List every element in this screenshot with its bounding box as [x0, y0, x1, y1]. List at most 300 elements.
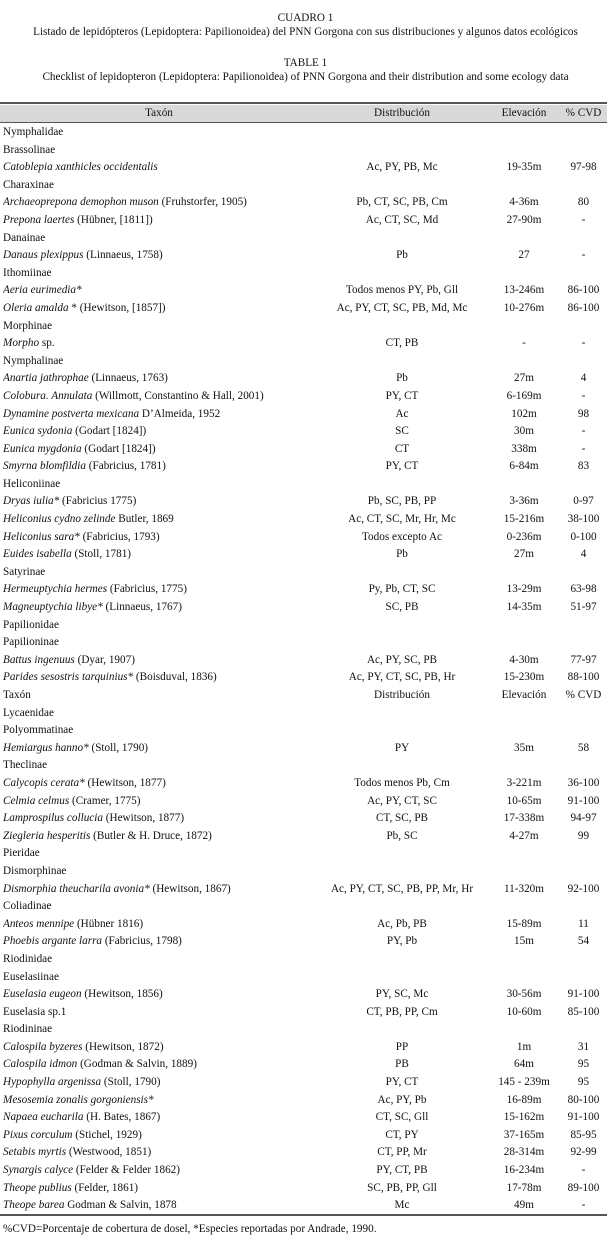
header-taxon: Taxón: [145, 107, 173, 119]
taxon-cell: [3, 318, 318, 336]
taxon-name: Archaeoprepona demophon muson: [3, 196, 159, 209]
table-bottom-rule: [0, 1214, 607, 1216]
taxon-name: Theope publius: [3, 1181, 72, 1194]
taxon-cell: [3, 335, 318, 353]
table-row: [0, 353, 607, 371]
distribution-cell: Pb: [396, 548, 408, 561]
taxon-author: (Cramer, 1775): [69, 794, 141, 807]
table-row: [0, 159, 607, 177]
distribution-cell: CT, PB: [385, 337, 419, 350]
taxon-author: (Butler & H. Druce, 1872): [90, 829, 212, 842]
table-row: [0, 916, 607, 934]
elevation-cell: 10-65m: [506, 794, 542, 807]
cvd-cell: % CVD: [565, 689, 602, 701]
distribution-cell: PY, CT: [385, 1076, 419, 1089]
taxon-name: Satyrinae: [3, 565, 46, 578]
elevation-cell: 30m: [514, 425, 534, 438]
distribution-cell: Todos menos Pb, Cm: [354, 776, 450, 789]
elevation-cell: 6-169m: [506, 389, 542, 402]
elevation-cell: 37-165m: [503, 1128, 545, 1141]
taxon-cell: [3, 212, 318, 230]
taxon-author: (Hewitson, 1877): [102, 812, 185, 825]
taxon-author: (Fabricius, 1793): [79, 530, 160, 543]
taxon-cell: [3, 969, 318, 987]
elevation-cell: 49m: [514, 1199, 534, 1212]
caption-en-label: TABLE 1: [283, 57, 328, 69]
distribution-cell: CT, PP, Mr: [377, 1146, 427, 1159]
taxon-name: Dismorphia theucharila avonia*: [3, 882, 150, 895]
table-row: [0, 511, 607, 529]
table-row: [0, 898, 607, 916]
elevation-cell: 16-89m: [506, 1093, 542, 1106]
distribution-cell: Ac, Pb, PB: [377, 917, 427, 930]
header-cvd: % CVD: [565, 107, 602, 119]
distribution-cell: CT: [394, 442, 410, 455]
taxon-author: Butler, 1869: [115, 513, 174, 526]
taxon-cell: [3, 845, 318, 863]
taxon-name: Danainae: [3, 231, 46, 244]
taxon-cell: [3, 757, 318, 775]
distribution-cell: SC, PB, PP, Gll: [367, 1181, 437, 1194]
cvd-cell: 97-98: [570, 161, 597, 174]
taxon-cell: [3, 1127, 318, 1145]
taxon-cell: [3, 1162, 318, 1180]
taxon-author: (Godart [1824]): [81, 442, 156, 455]
taxon-name: Mesosemia zonalis gorgoniensis*: [3, 1093, 154, 1106]
table-row: [0, 722, 607, 740]
elevation-cell: 4-36m: [509, 196, 539, 209]
table-row: [0, 1056, 607, 1074]
table-row: [0, 1092, 607, 1110]
table-row: [0, 458, 607, 476]
table-row: [0, 933, 607, 951]
distribution-cell: Distribución: [374, 689, 430, 701]
cvd-cell: 86-100: [567, 284, 600, 297]
taxon-cell: [3, 230, 318, 248]
taxon-author: sp.: [39, 337, 55, 350]
taxon-name: Smyrna blomfildia: [3, 460, 86, 473]
taxon-author: * (Hewitson, [1857]): [68, 301, 166, 314]
taxon-name: Papilioninae: [3, 636, 59, 649]
elevation-cell: 3-36m: [509, 495, 539, 508]
cvd-cell: -: [581, 442, 586, 455]
taxon-author: (Hewitson, 1872): [82, 1040, 164, 1053]
taxon-name: Aeria eurimedia*: [3, 284, 82, 297]
distribution-cell: PY, CT, PB: [376, 1164, 428, 1177]
cvd-cell: -: [581, 337, 586, 350]
elevation-cell: 19-35m: [506, 161, 542, 174]
taxon-author: (Stoll, 1790): [101, 1076, 161, 1089]
elevation-cell: 16-234m: [503, 1164, 545, 1177]
table-row: [0, 564, 607, 582]
distribution-cell: Ac, PY, CT, SC, PB, PP, Mr, Hr: [330, 882, 474, 895]
table-row: [0, 529, 607, 547]
elevation-cell: 11-320m: [504, 882, 544, 895]
taxon-cell: [3, 581, 318, 599]
taxon-name: Papilionidae: [3, 618, 59, 631]
taxon-cell: [3, 687, 318, 705]
elevation-cell: 1m: [516, 1040, 532, 1053]
table-top-rule: [0, 102, 607, 104]
cvd-cell: 63-98: [570, 583, 597, 596]
table-row: [0, 828, 607, 846]
taxon-author: (Stoll, 1781): [71, 548, 132, 561]
elevation-cell: 15m: [514, 935, 534, 948]
taxon-cell: [3, 406, 318, 424]
distribution-cell: Pb, SC, PB, PP: [367, 495, 437, 508]
elevation-cell: 17-338m: [503, 812, 545, 825]
taxon-name: Hermeuptychia hermes: [3, 583, 108, 596]
taxon-cell: [3, 669, 318, 687]
cvd-cell: 80-100: [567, 1093, 600, 1106]
elevation-cell: 3-221m: [506, 776, 542, 789]
taxon-cell: [3, 617, 318, 635]
taxon-author: (Hübner 1816): [74, 917, 144, 930]
taxon-name: Anartia jathrophae: [3, 372, 89, 385]
elevation-cell: 15-216m: [503, 513, 545, 526]
taxon-cell: [3, 986, 318, 1004]
taxon-name: Magneuptychia libye*: [3, 601, 103, 614]
taxon-author: (Stoll, 1790): [88, 741, 149, 754]
taxon-cell: [3, 546, 318, 564]
elevation-cell: 64m: [514, 1058, 534, 1071]
taxon-author: (Dyar, 1907): [74, 653, 135, 666]
distribution-cell: CT, SC, PB: [375, 812, 429, 825]
cvd-cell: 77-97: [570, 653, 597, 666]
taxon-name: Calospila idmon: [3, 1058, 78, 1071]
taxon-name: Morpho: [3, 337, 40, 350]
distribution-cell: Ac: [395, 407, 409, 420]
cvd-cell: 85-100: [567, 1005, 600, 1018]
taxon-cell: [3, 441, 318, 459]
table-row: [0, 845, 607, 863]
table-row: [0, 370, 607, 388]
distribution-cell: Ac, PY, PB, Mc: [366, 161, 438, 174]
taxon-name: Euselasia sp.1: [3, 1005, 67, 1018]
taxon-name: Euselasiinae: [3, 970, 59, 983]
taxon-cell: [3, 458, 318, 476]
elevation-cell: 13-29m: [506, 583, 542, 596]
taxon-name: Heliconiinae: [3, 477, 61, 490]
taxon-name: Anteos mennipe: [3, 917, 75, 930]
taxon-name: Parides sesostris tarquinius*: [3, 671, 134, 684]
table-header-rule: [0, 122, 607, 123]
taxon-author: (Stichel, 1929): [72, 1128, 142, 1141]
distribution-cell: PY, CT: [385, 460, 419, 473]
taxon-name: Brassolinae: [3, 143, 56, 156]
taxon-author: (Linnaeus, 1758): [83, 249, 163, 262]
elevation-cell: 27m: [514, 372, 534, 385]
taxon-name: Theclinae: [3, 759, 48, 772]
table-row: [0, 793, 607, 811]
cvd-cell: 94-97: [570, 812, 597, 825]
table-row: [0, 388, 607, 406]
taxon-cell: [3, 142, 318, 160]
taxon-author: (Hewitson, 1856): [81, 988, 163, 1001]
taxon-name: Dryas iulia*: [3, 495, 60, 508]
table-row: [0, 740, 607, 758]
distribution-cell: Py, Pb, CT, SC: [368, 583, 436, 596]
taxon-name: Hypophylla argenissa: [3, 1076, 102, 1089]
taxon-name: Charaxinae: [3, 178, 54, 191]
taxon-cell: [3, 881, 318, 899]
table-row: [0, 441, 607, 459]
taxon-cell: [3, 1039, 318, 1057]
cvd-cell: 99: [577, 829, 590, 842]
taxon-cell: [3, 652, 318, 670]
taxon-author: (Godart [1824]): [72, 425, 147, 438]
table-row: [0, 775, 607, 793]
taxon-author: (Fabricius, 1775): [107, 583, 187, 596]
taxon-author: Godman & Salvin, 1878: [64, 1199, 177, 1212]
cvd-cell: 31: [577, 1040, 590, 1053]
elevation-cell: 102m: [511, 407, 537, 420]
cvd-cell: 58: [577, 741, 590, 754]
taxon-cell: [3, 1144, 318, 1162]
taxon-cell: [3, 177, 318, 195]
cvd-cell: 0-97: [573, 495, 594, 508]
taxon-name: Pieridae: [3, 847, 40, 860]
taxon-name: Nymphalinae: [3, 354, 64, 367]
taxon-name: Hemiargus hanno*: [3, 741, 89, 754]
cvd-cell: 91-100: [567, 988, 600, 1001]
taxon-cell: [3, 476, 318, 494]
table-row: [0, 318, 607, 336]
table-row: [0, 969, 607, 987]
elevation-cell: -: [522, 337, 526, 350]
distribution-cell: Pb: [396, 249, 408, 262]
taxon-cell: [3, 1056, 318, 1074]
taxon-cell: [3, 353, 318, 371]
taxon-cell: [3, 282, 318, 300]
table-row: [0, 230, 607, 248]
table-row: [0, 1004, 607, 1022]
table-row: [0, 951, 607, 969]
table-row: [0, 1144, 607, 1162]
table-row: [0, 1162, 607, 1180]
taxon-name: Setabis myrtis: [3, 1146, 67, 1159]
distribution-cell: Pb, SC: [386, 829, 418, 842]
elevation-cell: 15-162m: [503, 1111, 545, 1124]
cvd-cell: 86-100: [567, 301, 600, 314]
elevation-cell: 15-230m: [503, 671, 545, 684]
taxon-name: Dynamine postverta mexicana: [3, 407, 140, 420]
taxon-name: Oleria amalda: [3, 301, 69, 314]
cvd-cell: 80: [577, 196, 590, 209]
taxon-cell: [3, 810, 318, 828]
taxon-author: (Fabricius, 1798): [102, 935, 182, 948]
header-distribution: Distribución: [374, 107, 430, 119]
table-row: [0, 423, 607, 441]
cvd-cell: 92-99: [570, 1146, 597, 1159]
taxon-cell: [3, 722, 318, 740]
distribution-cell: PB: [395, 1058, 409, 1071]
distribution-cell: Ac, CT, SC, Mr, Hr, Mc: [348, 513, 456, 526]
elevation-cell: 27: [518, 249, 530, 262]
taxon-cell: [3, 265, 318, 283]
taxon-cell: [3, 194, 318, 212]
taxon-cell: [3, 599, 318, 617]
taxon-cell: [3, 1004, 318, 1022]
cvd-cell: 11: [578, 917, 589, 930]
taxon-cell: [3, 740, 318, 758]
taxon-name: Danaus plexippus: [3, 249, 84, 262]
elevation-cell: 10-276m: [503, 301, 545, 314]
taxon-name: Theope barea: [3, 1199, 65, 1212]
taxon-cell: [3, 898, 318, 916]
taxon-cell: [3, 564, 318, 582]
taxon-cell: [3, 423, 318, 441]
taxon-cell: [3, 1180, 318, 1198]
taxon-cell: [3, 388, 318, 406]
elevation-cell: 338m: [511, 442, 537, 455]
cvd-cell: -: [581, 213, 586, 226]
taxon-cell: [3, 1092, 318, 1110]
cvd-cell: 98: [577, 407, 590, 420]
taxon-author: (Linnaeus, 1763): [88, 372, 168, 385]
taxon-cell: [3, 933, 318, 951]
table-row: [0, 1021, 607, 1039]
distribution-cell: Mc: [394, 1199, 410, 1212]
taxon-author: (Westwood, 1851): [66, 1146, 152, 1159]
taxon-name: Phoebis argante larra: [3, 935, 103, 948]
taxon-author: (Boisduval, 1836): [133, 671, 217, 684]
elevation-cell: Elevación: [501, 689, 547, 701]
elevation-cell: 13-246m: [503, 284, 545, 297]
taxon-name: Synargis calyce: [3, 1164, 74, 1177]
taxon-name: Prepona laertes: [3, 213, 75, 226]
cvd-cell: 0-100: [570, 530, 597, 543]
cvd-cell: 38-100: [567, 513, 600, 526]
table-row: [0, 810, 607, 828]
taxon-cell: [3, 300, 318, 318]
distribution-cell: Ac, PY, CT, SC, PB, Hr: [348, 671, 456, 684]
table-row: [0, 247, 607, 265]
table-row: [0, 124, 607, 142]
taxon-name: Heliconius cydno zelinde: [3, 513, 116, 526]
table-row: [0, 634, 607, 652]
table-row: [0, 757, 607, 775]
taxon-name: Napaea eucharila: [3, 1111, 84, 1124]
cvd-cell: 4: [580, 548, 587, 561]
taxon-cell: [3, 1074, 318, 1092]
taxon-cell: [3, 828, 318, 846]
table-row: [0, 476, 607, 494]
taxon-cell: [3, 511, 318, 529]
elevation-cell: 28-314m: [503, 1146, 545, 1159]
taxon-name: Calycopis cerata*: [3, 776, 85, 789]
table-row: [0, 1197, 607, 1215]
table-row: [0, 863, 607, 881]
distribution-cell: Pb: [396, 372, 408, 385]
caption-es-title: Listado de lepidópteros (Lepidoptera: Papilionoidea) del PNN Gorgona con sus distribuciones y algunos datos ecológicos: [33, 26, 578, 38]
table-row: [0, 617, 607, 635]
taxon-name: Heliconius sara*: [3, 530, 80, 543]
taxon-name: Catoblepia xanthicles occidentalis: [3, 161, 158, 174]
elevation-cell: 6-84m: [509, 460, 539, 473]
distribution-cell: Ac, CT, SC, Md: [365, 213, 439, 226]
taxon-author: (Fabricius 1775): [59, 495, 137, 508]
cvd-cell: 4: [580, 372, 587, 385]
cvd-cell: -: [581, 1199, 586, 1212]
taxon-name: Nymphalidae: [3, 126, 64, 138]
table-row: [0, 177, 607, 195]
taxon-name: Lycaenidae: [3, 706, 54, 719]
distribution-cell: CT, PB, PP, Cm: [366, 1005, 438, 1018]
cvd-cell: 92-100: [567, 882, 600, 895]
table-row: [0, 1074, 607, 1092]
taxon-cell: [3, 529, 318, 547]
distribution-cell: Ac, PY, SC, PB: [366, 653, 438, 666]
taxon-name: Euides isabella: [3, 548, 72, 561]
taxon-cell: [3, 775, 318, 793]
table-row: [0, 669, 607, 687]
table-body: [0, 124, 607, 1215]
elevation-cell: 27-90m: [506, 213, 542, 226]
elevation-cell: 4-30m: [509, 653, 539, 666]
taxon-cell: [3, 124, 318, 142]
table-row: [0, 194, 607, 212]
taxon-cell: [3, 1197, 318, 1215]
taxon-name: Euselasia eugeon: [3, 988, 82, 1001]
distribution-cell: Todos excepto Ac: [362, 530, 442, 543]
caption-spanish: [0, 11, 611, 39]
caption-en-title: Checklist of lepidopteron (Lepidoptera: Papilionoidea) of PNN Gorgona and their distribution and some ecology data: [42, 71, 569, 83]
table-row: [0, 1127, 607, 1145]
distribution-cell: CT, PY: [385, 1128, 419, 1141]
caption-es-label: CUADRO 1: [277, 12, 334, 24]
taxon-cell: [3, 634, 318, 652]
distribution-cell: PY, CT: [385, 389, 419, 402]
cvd-cell: 91-100: [567, 1111, 600, 1124]
table-row: [0, 406, 607, 424]
cvd-cell: 85-95: [570, 1128, 597, 1141]
elevation-cell: 15-89m: [506, 917, 542, 930]
taxon-cell: [3, 247, 318, 265]
elevation-cell: 145 - 239m: [498, 1076, 550, 1089]
table-row: [0, 493, 607, 511]
taxon-cell: [3, 916, 318, 934]
taxon-cell: [3, 1021, 318, 1039]
distribution-cell: PP: [395, 1040, 409, 1053]
taxon-name: Lamprospilus collucia: [3, 812, 103, 825]
distribution-cell: Pb, CT, SC, PB, Cm: [356, 196, 448, 209]
taxon-author: (Hewitson, 1867): [149, 882, 231, 895]
table-row: [0, 1109, 607, 1127]
cvd-cell: 91-100: [567, 794, 600, 807]
taxon-author: (Godman & Salvin, 1889): [77, 1058, 197, 1071]
elevation-cell: 35m: [514, 741, 534, 754]
taxon-name: Taxón: [3, 689, 31, 701]
cvd-cell: 54: [577, 935, 590, 948]
elevation-cell: 0-236m: [506, 530, 542, 543]
cvd-cell: 88-100: [567, 671, 600, 684]
table-footnote: %CVD=Porcentaje de cobertura de dosel, *Especies reportadas por Andrade, 1990.: [3, 1223, 377, 1235]
taxon-name: Ithomiinae: [3, 266, 52, 279]
taxon-cell: [3, 951, 318, 969]
cvd-cell: 36-100: [567, 776, 600, 789]
taxon-name: Eunica mygdonia: [3, 442, 82, 455]
cvd-cell: 89-100: [567, 1181, 600, 1194]
elevation-cell: 10-60m: [506, 1005, 542, 1018]
taxon-name: Calospila byzeres: [3, 1040, 83, 1053]
table-row: [0, 265, 607, 283]
taxon-author: (Felder & Felder 1862): [73, 1164, 180, 1177]
taxon-author: (Fabricius, 1781): [85, 460, 166, 473]
taxon-cell: [3, 159, 318, 177]
table-row: [0, 142, 607, 160]
taxon-author: (Felder, 1861): [71, 1181, 139, 1194]
